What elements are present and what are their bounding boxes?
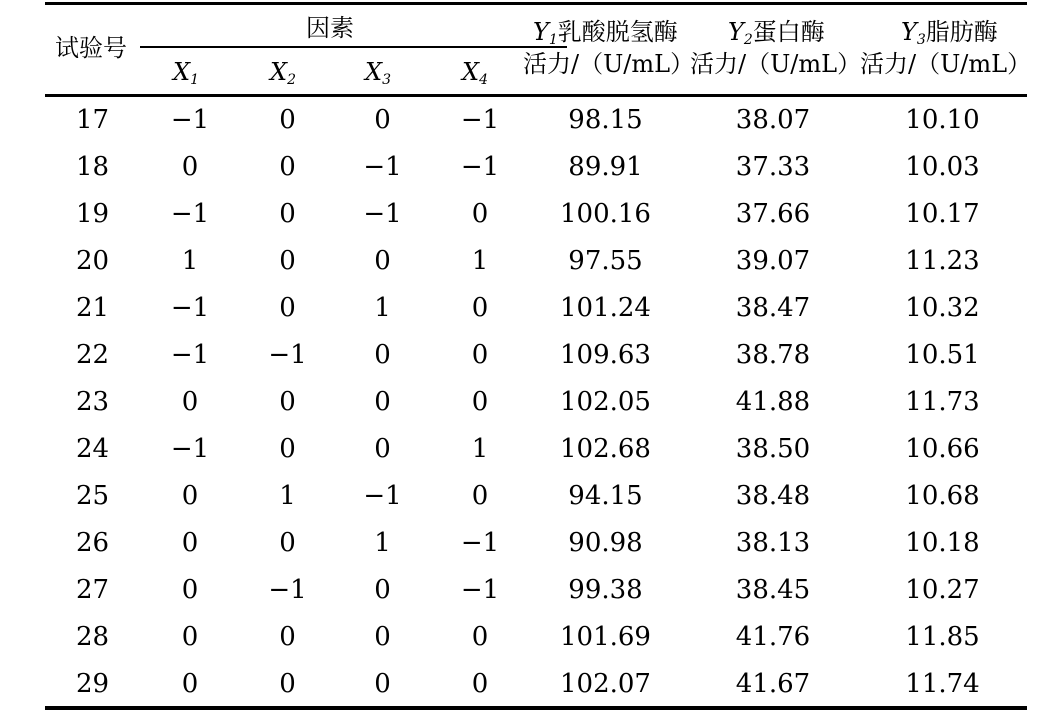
cell-y2: 37.33 [735, 152, 811, 182]
table-row [45, 238, 1027, 285]
cell-x2: 0 [279, 622, 296, 652]
cell-trial: 25 [75, 481, 110, 511]
header-x3-base: X [365, 58, 383, 86]
cell-y2: 38.07 [735, 105, 811, 135]
cell-x4: 1 [471, 246, 489, 276]
table-row [45, 285, 1027, 332]
cell-y1: 101.69 [560, 622, 651, 652]
cell-x1: −1 [170, 105, 210, 135]
header-y1-sub: 1 [548, 32, 558, 48]
cell-y3: 10.10 [905, 105, 980, 135]
cell-x4: 0 [471, 387, 489, 417]
cell-x3: 0 [374, 105, 391, 135]
cell-x1: −1 [170, 340, 210, 370]
cell-y1: 109.63 [560, 340, 651, 370]
cell-trial: 28 [75, 622, 110, 652]
cell-x1: −1 [170, 199, 210, 229]
cell-trial: 22 [75, 340, 110, 370]
table-row [45, 97, 1027, 144]
cell-x4: 0 [471, 622, 489, 652]
header-x3 [365, 60, 391, 87]
cell-trial: 19 [75, 199, 110, 229]
header-x2-sub: 2 [287, 72, 297, 88]
cell-x1: 0 [181, 387, 199, 417]
cell-x3: 0 [374, 622, 391, 652]
cell-y2: 37.66 [735, 199, 811, 229]
header-x3-sub: 3 [382, 72, 392, 88]
header-y3-sub: 3 [916, 32, 926, 48]
cell-y1: 102.05 [560, 387, 651, 417]
cell-x2: 0 [279, 669, 296, 699]
table-row [45, 332, 1027, 379]
cell-x2: 0 [279, 152, 296, 182]
header-x2-base: X [270, 58, 288, 86]
cell-y3: 10.66 [905, 434, 980, 464]
header-y2-name: 蛋白酶 [752, 18, 825, 46]
cell-y3: 10.51 [905, 340, 980, 370]
header-x1-base: X [173, 58, 191, 86]
cell-y1: 94.15 [568, 481, 643, 511]
cell-y3: 10.32 [905, 293, 980, 323]
cell-y2: 41.76 [735, 622, 811, 652]
cell-x1: 0 [181, 528, 199, 558]
cell-trial: 18 [75, 152, 110, 182]
table-row [45, 520, 1027, 567]
cell-x1: 0 [181, 622, 199, 652]
header-x4-base: X [462, 58, 480, 86]
cell-y1: 102.07 [560, 669, 651, 699]
cell-y3: 11.85 [905, 622, 980, 652]
cell-y2: 38.50 [735, 434, 811, 464]
cell-y2: 38.48 [735, 481, 811, 511]
header-y2-base: Y [728, 18, 744, 46]
cell-y2: 41.67 [735, 669, 811, 699]
cell-y2: 38.45 [735, 575, 811, 605]
table-row [45, 473, 1027, 520]
header-x4-sub: 4 [479, 72, 489, 88]
cell-y1: 90.98 [568, 528, 643, 558]
cell-x3: 0 [374, 246, 391, 276]
header-y1-unit: 活力/（U/mL） [523, 50, 695, 78]
table-row [45, 614, 1027, 661]
cell-y3: 11.74 [905, 669, 980, 699]
cell-x1: 0 [181, 669, 199, 699]
data-table [45, 0, 1032, 728]
cell-x3: −1 [363, 481, 402, 511]
cell-y1: 102.68 [560, 434, 651, 464]
cell-y3: 10.27 [905, 575, 980, 605]
cell-trial: 24 [75, 434, 110, 464]
cell-x3: 0 [374, 387, 391, 417]
cell-y1: 98.15 [568, 105, 643, 135]
cell-x2: 0 [279, 293, 296, 323]
table-row [45, 567, 1027, 614]
cell-y1: 89.91 [568, 152, 643, 182]
header-factors: 因素 [306, 14, 354, 42]
cell-y2: 41.88 [735, 387, 811, 417]
cell-x4: 0 [471, 669, 489, 699]
cell-x3: 0 [374, 340, 391, 370]
cell-x1: −1 [170, 434, 210, 464]
cell-trial: 27 [75, 575, 110, 605]
table-top-rule [45, 2, 1027, 5]
cell-x3: 1 [374, 293, 391, 323]
header-y3 [901, 20, 998, 47]
header-y1-name: 乳酸脱氢酶 [557, 18, 678, 46]
cell-x3: 1 [374, 528, 391, 558]
header-y3-name: 脂肪酶 [925, 18, 998, 46]
header-y2 [728, 20, 825, 47]
header-y3-unit: 活力/（U/mL） [860, 50, 1032, 78]
cell-x1: 0 [181, 481, 199, 511]
cell-x4: 0 [471, 340, 489, 370]
cell-trial: 26 [75, 528, 110, 558]
cell-y1: 99.38 [568, 575, 643, 605]
cell-x3: 0 [374, 669, 391, 699]
cell-x3: −1 [363, 152, 402, 182]
header-x4 [462, 60, 488, 87]
cell-x4: 1 [471, 434, 489, 464]
cell-y1: 100.16 [560, 199, 651, 229]
cell-y2: 38.78 [735, 340, 811, 370]
cell-y2: 38.13 [735, 528, 811, 558]
cell-x1: 0 [181, 152, 199, 182]
header-y1-base: Y [533, 18, 549, 46]
cell-x4: −1 [460, 105, 500, 135]
cell-y3: 10.03 [905, 152, 980, 182]
cell-x4: −1 [460, 528, 500, 558]
cell-y3: 10.18 [905, 528, 980, 558]
cell-x1: −1 [170, 293, 210, 323]
cell-x2: 0 [279, 199, 296, 229]
cell-y2: 38.47 [735, 293, 811, 323]
header-x1-sub: 1 [190, 72, 200, 88]
cell-trial: 17 [75, 105, 110, 135]
cell-y3: 10.68 [905, 481, 980, 511]
header-x2 [270, 60, 296, 87]
header-y1 [533, 20, 678, 47]
table-row [45, 426, 1027, 473]
cell-x2: −1 [268, 340, 307, 370]
table-row [45, 191, 1027, 238]
cell-trial: 23 [75, 387, 110, 417]
cell-x4: −1 [460, 575, 500, 605]
cell-x2: 0 [279, 528, 296, 558]
cell-y1: 97.55 [568, 246, 643, 276]
table-row [45, 144, 1027, 191]
cell-x3: −1 [363, 199, 402, 229]
header-y2-sub: 2 [743, 32, 753, 48]
cell-x2: 0 [279, 434, 296, 464]
cell-y3: 11.73 [905, 387, 980, 417]
header-x1 [173, 60, 199, 87]
cell-y3: 10.17 [905, 199, 980, 229]
table-row [45, 379, 1027, 426]
cell-x4: 0 [471, 199, 489, 229]
header-y2-unit: 活力/（U/mL） [690, 50, 862, 78]
cell-trial: 20 [75, 246, 110, 276]
cell-x4: 0 [471, 293, 489, 323]
cell-x2: 0 [279, 387, 296, 417]
cell-x2: −1 [268, 575, 307, 605]
cell-y2: 39.07 [735, 246, 811, 276]
cell-trial: 21 [75, 293, 110, 323]
cell-y1: 101.24 [560, 293, 651, 323]
cell-x4: 0 [471, 481, 489, 511]
cell-x1: 1 [181, 246, 199, 276]
cell-x2: 0 [279, 105, 296, 135]
header-y3-base: Y [901, 18, 917, 46]
cell-x2: 0 [279, 246, 296, 276]
cell-x4: −1 [460, 152, 500, 182]
table-row [45, 661, 1027, 708]
cell-y3: 11.23 [905, 246, 980, 276]
cell-x2: 1 [279, 481, 296, 511]
cell-x1: 0 [181, 575, 199, 605]
factor-group-rule [140, 46, 567, 48]
cell-x3: 0 [374, 575, 391, 605]
cell-x3: 0 [374, 434, 391, 464]
header-trial-number: 试验号 [55, 34, 127, 62]
cell-trial: 29 [75, 669, 110, 699]
